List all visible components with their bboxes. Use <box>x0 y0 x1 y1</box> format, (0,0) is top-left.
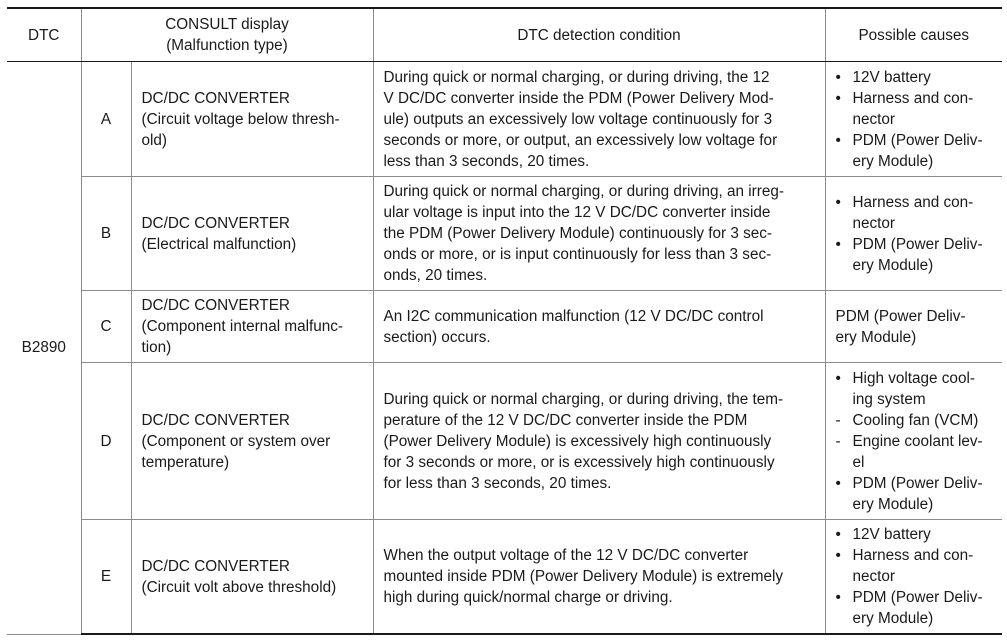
possible-causes-cell <box>825 62 1002 177</box>
text-line: less than 3 seconds, 20 times. <box>383 152 590 170</box>
detection-condition-cell <box>373 363 825 520</box>
header-consult-display <box>81 8 373 62</box>
dash-mark: - <box>835 411 841 429</box>
header-detection-condition: DTC detection condition <box>373 8 825 62</box>
text-line: (Component internal malfunc- <box>141 318 344 335</box>
cause-item <box>836 67 993 88</box>
cause-item <box>836 524 993 545</box>
text-line: (Circuit voltage below thresh- <box>141 110 340 128</box>
table-row <box>7 62 1002 177</box>
possible-causes-cell <box>825 520 1002 635</box>
text-line: DC/DC CONVERTER <box>141 557 290 575</box>
table-row <box>7 520 1002 635</box>
cause-item <box>836 410 993 431</box>
consult-display-cell <box>131 177 373 291</box>
detection-condition-cell <box>373 62 825 177</box>
table-row <box>7 363 1002 520</box>
bullet-mark: • <box>835 526 841 543</box>
detection-condition-cell <box>373 520 825 635</box>
text-line: ular voltage is input into the 12 V DC/DC converter inside <box>383 204 771 221</box>
text-line: DC/DC CONVERTER <box>141 297 290 314</box>
bullet-mark: • <box>835 235 841 253</box>
text-line: onds or more, or is input continuously for less than 3 sec- <box>383 246 772 263</box>
cause-item <box>836 130 993 172</box>
cause-item <box>836 368 993 410</box>
possible-causes-cell <box>825 363 1002 520</box>
text-line: section) occurs. <box>383 328 491 346</box>
text-line: High voltage cool- <box>852 369 975 387</box>
text-line: During quick or normal charging, or during driving, the 12 <box>383 68 770 86</box>
consult-display-cell <box>131 363 373 520</box>
text-line: When the output voltage of the 12 V DC/DC converter <box>383 547 749 564</box>
text-line: ule) outputs an excessively low voltage continuously for 3 <box>383 110 773 128</box>
text-line: DC/DC CONVERTER <box>141 89 290 107</box>
header-possible-causes: Possible causes <box>825 8 1002 62</box>
text-line: for less than 3 seconds, 20 times. <box>383 474 612 492</box>
text-line: tion) <box>141 339 172 356</box>
dash-mark: - <box>835 432 841 450</box>
text-line: (Power Delivery Module) is excessively high continuously <box>383 432 772 450</box>
text-line: During quick or normal charging, or during driving, the tem- <box>383 390 784 408</box>
text-line: for 3 seconds or more, or is excessively high continuously <box>383 453 775 471</box>
text-line: Harness and con- <box>852 547 974 564</box>
text-line: high during quick/normal charge or driving. <box>383 589 673 606</box>
bullet-mark: • <box>835 89 841 107</box>
text-line: temperature) <box>141 453 230 471</box>
cause-item <box>836 192 993 234</box>
text-line: Cooling fan (VCM) <box>852 411 979 429</box>
bullet-mark: • <box>835 131 841 149</box>
text-line: mounted inside PDM (Power Delivery Module) is extremely <box>383 568 784 585</box>
text-line: el <box>852 453 865 471</box>
text-line: ery Module) <box>835 328 917 346</box>
text-line: onds, 20 times. <box>383 267 488 284</box>
text-line: ery Module) <box>852 610 934 627</box>
text-line: An I2C communication malfunction (12 V DC/DC control <box>383 307 764 325</box>
text-line: PDM (Power Deliv- <box>852 474 983 492</box>
consult-display-cell <box>131 520 373 635</box>
text-line: 12V battery <box>852 68 931 86</box>
text-line: nector <box>852 568 896 585</box>
cause-item <box>836 234 993 276</box>
bullet-mark: • <box>835 369 841 387</box>
text-line: (Electrical malfunction) <box>141 235 297 253</box>
consult-display-cell <box>131 291 373 363</box>
malfunction-letter: D <box>81 363 131 520</box>
dtc-table <box>7 7 1002 635</box>
consult-display-cell <box>131 62 373 177</box>
cause-item <box>836 473 993 515</box>
text-line: DC/DC CONVERTER <box>141 214 290 232</box>
text-line: PDM (Power Deliv- <box>852 131 983 149</box>
malfunction-letter: E <box>81 520 131 635</box>
text-line: old) <box>141 131 168 149</box>
causes-list <box>836 524 993 629</box>
text-line: ery Module) <box>852 495 934 513</box>
text-line: (Component or system over <box>141 432 331 450</box>
text-line: PDM (Power Deliv- <box>852 235 983 253</box>
text-line: ery Module) <box>852 152 934 170</box>
bullet-mark: • <box>835 589 841 606</box>
bullet-mark: • <box>835 547 841 564</box>
text-line: PDM (Power Deliv- <box>835 307 966 325</box>
header-consult-line: (Malfunction type) <box>166 37 288 54</box>
malfunction-letter: A <box>81 62 131 177</box>
detection-condition-cell <box>373 177 825 291</box>
cause-item <box>836 431 993 473</box>
possible-causes-cell <box>825 177 1002 291</box>
table-header <box>7 8 1002 62</box>
text-line: nector <box>852 214 896 232</box>
text-line: perature of the 12 V DC/DC converter inside the PDM <box>383 411 748 429</box>
header-consult-line: CONSULT display <box>165 16 289 33</box>
text-line: Harness and con- <box>852 193 974 211</box>
text-line: DC/DC CONVERTER <box>141 411 290 429</box>
text-line: PDM (Power Deliv- <box>852 589 983 606</box>
header-dtc: DTC <box>7 8 81 62</box>
cause-item <box>836 88 993 130</box>
text-line: (Circuit volt above threshold) <box>141 578 337 596</box>
text-line: the PDM (Power Delivery Module) continuously for 3 sec- <box>383 225 773 242</box>
bullet-mark: • <box>835 193 841 211</box>
possible-causes-cell <box>825 291 1002 363</box>
malfunction-letter: C <box>81 291 131 363</box>
table-row <box>7 177 1002 291</box>
dtc-code: B2890 <box>7 62 81 635</box>
detection-condition-cell <box>373 291 825 363</box>
text-line: During quick or normal charging, or during driving, an irreg- <box>383 183 784 200</box>
text-line: V DC/DC converter inside the PDM (Power Delivery Mod- <box>383 89 774 107</box>
bullet-mark: • <box>835 68 841 86</box>
malfunction-letter: B <box>81 177 131 291</box>
text-line: 12V battery <box>852 526 931 543</box>
causes-list <box>836 192 993 276</box>
table-row <box>7 291 1002 363</box>
table-body <box>7 62 1002 635</box>
text-line: ery Module) <box>852 256 934 274</box>
text-line: seconds or more, or output, an excessively low voltage for <box>383 131 778 149</box>
causes-list <box>836 368 993 515</box>
cause-item <box>836 545 993 587</box>
bullet-mark: • <box>835 474 841 492</box>
text-line: Harness and con- <box>852 89 974 107</box>
text-line: nector <box>852 110 896 128</box>
text-line: ing system <box>852 390 926 408</box>
causes-list <box>836 67 993 172</box>
cause-item <box>836 587 993 629</box>
text-line: Engine coolant lev- <box>852 432 983 450</box>
